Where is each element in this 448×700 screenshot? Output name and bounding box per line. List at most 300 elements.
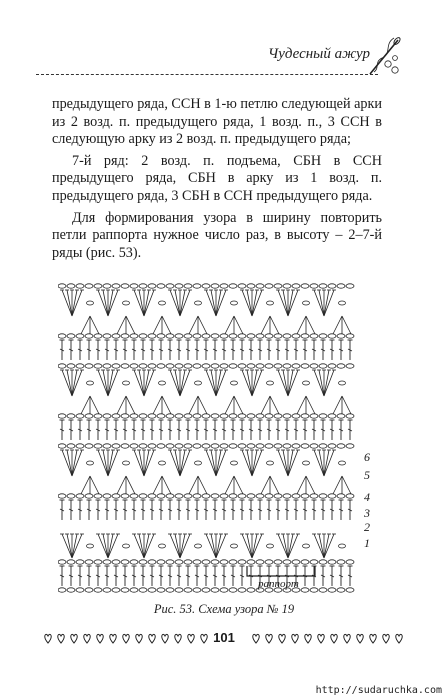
fan-stitch: [62, 450, 72, 476]
chain-stitch: [94, 414, 102, 418]
chain-stitch: [130, 284, 138, 288]
v-stitch: [189, 476, 198, 494]
fan-stitch: [108, 290, 113, 316]
chain-stitch: [211, 334, 219, 338]
chain-stitch: [310, 588, 318, 592]
fan-stitch: [72, 450, 77, 476]
chain-stitch: [301, 364, 309, 368]
chain-stitch: [202, 334, 210, 338]
border-ornament: [136, 634, 142, 643]
v-stitch: [342, 396, 351, 414]
border-ornament: [201, 634, 207, 643]
chain-stitch: [339, 381, 346, 385]
chain-stitch: [247, 414, 255, 418]
chain-stitch: [184, 364, 192, 368]
chain-stitch: [301, 494, 309, 498]
chain-stitch: [319, 444, 327, 448]
chain-stitch: [159, 301, 166, 305]
chain-stitch: [148, 364, 156, 368]
chain-stitch: [283, 444, 291, 448]
border-ornament: [253, 634, 259, 643]
v-stitch: [126, 316, 135, 334]
fan-stitch: [247, 370, 252, 396]
chain-stitch: [94, 494, 102, 498]
chain-stitch: [303, 381, 310, 385]
v-stitch: [225, 316, 234, 334]
chain-stitch: [157, 284, 165, 288]
chain-stitch: [85, 334, 93, 338]
fan-stitch: [108, 370, 118, 396]
fan-stitch: [180, 290, 185, 316]
fan-stitch: [278, 534, 288, 558]
chain-stitch: [346, 444, 354, 448]
border-ornament: [71, 634, 77, 643]
chain-stitch: [166, 494, 174, 498]
page-header: [0, 28, 448, 88]
fan-stitch: [216, 450, 221, 476]
chain-stitch: [157, 494, 165, 498]
chain-stitch: [157, 414, 165, 418]
chain-stitch: [256, 364, 264, 368]
chain-stitch: [247, 588, 255, 592]
chain-stitch: [328, 494, 336, 498]
chain-stitch: [166, 560, 174, 564]
chain-stitch: [184, 284, 192, 288]
chain-stitch: [319, 364, 327, 368]
row-number: 1: [364, 536, 370, 550]
fan-stitch: [180, 450, 190, 476]
header-divider: [36, 74, 378, 75]
chain-stitch: [103, 588, 111, 592]
chain-stitch: [85, 284, 93, 288]
chain-stitch: [346, 364, 354, 368]
fan-stitch: [175, 534, 180, 558]
chain-stitch: [195, 461, 202, 465]
chain-stitch: [247, 334, 255, 338]
chain-stitch: [112, 560, 120, 564]
chain-stitch: [337, 588, 345, 592]
v-stitch: [198, 396, 207, 414]
chain-stitch: [175, 444, 183, 448]
chain-stitch: [76, 494, 84, 498]
chain-stitch: [94, 560, 102, 564]
v-stitch: [90, 316, 99, 334]
fan-stitch: [288, 290, 298, 316]
chain-stitch: [303, 301, 310, 305]
rapport-bracket: [246, 566, 316, 578]
chain-stitch: [112, 588, 120, 592]
fan-stitch: [324, 534, 334, 558]
v-stitch: [90, 476, 99, 494]
fan-stitch: [242, 534, 252, 558]
fan-stitch: [288, 534, 293, 558]
v-stitch: [198, 316, 207, 334]
v-stitch: [81, 316, 90, 334]
border-ornament: [162, 634, 168, 643]
fan-stitch: [283, 450, 288, 476]
chain-stitch: [220, 560, 228, 564]
fan-stitch: [211, 534, 216, 558]
chain-stitch: [229, 414, 237, 418]
fan-stitch: [288, 450, 293, 476]
chain-stitch: [256, 334, 264, 338]
fan-stitch: [139, 534, 144, 558]
paragraph-row6: предыдущего ряда, ССН в 1-ю петлю следующей арки из 2 возд. п. предыдущего ряда, 1 возд. п., 3 ССН в следующую арку из 2 возд. п. предыдущего ряда;: [52, 96, 382, 148]
v-stitch: [234, 476, 243, 494]
chain-stitch: [310, 494, 318, 498]
chain-stitch: [175, 560, 183, 564]
chain-stitch: [283, 364, 291, 368]
chain-stitch: [58, 560, 66, 564]
border-ornament: [318, 634, 324, 643]
fan-stitch: [98, 450, 108, 476]
chain-stitch: [123, 544, 130, 548]
fan-stitch: [170, 450, 180, 476]
chain-stitch: [229, 284, 237, 288]
chain-stitch: [157, 334, 165, 338]
chain-stitch: [337, 284, 345, 288]
chain-stitch: [310, 334, 318, 338]
chain-stitch: [148, 494, 156, 498]
v-stitch: [189, 316, 198, 334]
chain-stitch: [85, 364, 93, 368]
v-stitch: [342, 476, 351, 494]
fan-stitch: [98, 534, 108, 558]
chain-stitch: [274, 284, 282, 288]
v-stitch: [261, 476, 270, 494]
chain-stitch: [337, 444, 345, 448]
chain-stitch: [346, 284, 354, 288]
chain-stitch: [184, 414, 192, 418]
chain-stitch: [274, 414, 282, 418]
chain-stitch: [193, 284, 201, 288]
fan-stitch: [144, 450, 149, 476]
border-ornament: [97, 634, 103, 643]
chain-stitch: [121, 364, 129, 368]
chain-stitch: [265, 364, 273, 368]
fan-stitch: [72, 534, 82, 558]
chain-stitch: [319, 284, 327, 288]
fan-stitch: [72, 534, 77, 558]
chain-stitch: [274, 444, 282, 448]
chain-stitch: [301, 284, 309, 288]
chain-stitch: [238, 414, 246, 418]
fan-stitch: [314, 290, 324, 316]
chain-stitch: [265, 334, 273, 338]
chain-stitch: [67, 560, 75, 564]
fan-stitch: [278, 450, 288, 476]
site-link[interactable]: http://sudaruchka.com: [315, 685, 442, 696]
chain-stitch: [193, 494, 201, 498]
chain-stitch: [328, 284, 336, 288]
chain-stitch: [193, 588, 201, 592]
chain-stitch: [121, 588, 129, 592]
fan-stitch: [144, 534, 149, 558]
chain-stitch: [103, 414, 111, 418]
chain-stitch: [166, 364, 174, 368]
border-ornament: [149, 634, 155, 643]
chain-stitch: [211, 414, 219, 418]
fan-stitch: [139, 370, 144, 396]
chain-stitch: [193, 444, 201, 448]
v-stitch: [306, 316, 315, 334]
fan-stitch: [324, 450, 334, 476]
fan-stitch: [180, 370, 190, 396]
chain-stitch: [346, 560, 354, 564]
chain-stitch: [202, 284, 210, 288]
fan-stitch: [314, 534, 324, 558]
chain-stitch: [103, 364, 111, 368]
chain-stitch: [76, 364, 84, 368]
fan-stitch: [288, 370, 298, 396]
fan-stitch: [247, 534, 252, 558]
v-stitch: [333, 476, 342, 494]
chain-stitch: [202, 414, 210, 418]
chain-stitch: [94, 364, 102, 368]
chain-stitch: [229, 588, 237, 592]
chain-stitch: [159, 544, 166, 548]
fan-stitch: [144, 534, 154, 558]
border-ornament: [58, 634, 64, 643]
fan-stitch: [62, 370, 72, 396]
row-number: 4: [364, 490, 370, 504]
chain-stitch: [76, 444, 84, 448]
chain-stitch: [301, 444, 309, 448]
chain-stitch: [58, 494, 66, 498]
fan-stitch: [252, 534, 257, 558]
v-stitch: [198, 476, 207, 494]
chain-stitch: [229, 494, 237, 498]
fan-stitch: [206, 450, 216, 476]
fan-stitch: [242, 370, 252, 396]
fan-stitch: [324, 290, 334, 316]
v-stitch: [90, 396, 99, 414]
fan-stitch: [98, 370, 108, 396]
chain-stitch: [112, 414, 120, 418]
fan-stitch: [216, 534, 221, 558]
v-stitch: [333, 316, 342, 334]
chain-stitch: [130, 414, 138, 418]
chain-stitch: [123, 381, 130, 385]
border-ornament: [266, 634, 272, 643]
chain-stitch: [337, 560, 345, 564]
chain-stitch: [166, 444, 174, 448]
chain-stitch: [58, 414, 66, 418]
fan-stitch: [144, 290, 154, 316]
chain-stitch: [310, 364, 318, 368]
chain-stitch: [130, 494, 138, 498]
fan-stitch: [211, 450, 216, 476]
chain-stitch: [267, 544, 274, 548]
row-number: 3: [364, 506, 370, 520]
fan-stitch: [206, 290, 216, 316]
chain-stitch: [94, 588, 102, 592]
fan-stitch: [134, 450, 144, 476]
chain-stitch: [256, 284, 264, 288]
chain-stitch: [274, 560, 282, 564]
needle-icon: [364, 34, 404, 78]
chain-stitch: [87, 544, 94, 548]
chain-stitch: [328, 444, 336, 448]
chain-stitch: [112, 364, 120, 368]
chain-stitch: [193, 560, 201, 564]
chain-stitch: [94, 284, 102, 288]
chain-stitch: [148, 444, 156, 448]
v-stitch: [189, 396, 198, 414]
chain-stitch: [193, 414, 201, 418]
v-stitch: [234, 316, 243, 334]
chain-stitch: [175, 588, 183, 592]
chain-stitch: [283, 414, 291, 418]
chain-stitch: [76, 560, 84, 564]
chain-stitch: [247, 494, 255, 498]
crochet-chart: [58, 282, 358, 594]
chain-stitch: [121, 444, 129, 448]
v-stitch: [81, 396, 90, 414]
instructions-text: [52, 96, 382, 262]
fan-stitch: [67, 450, 72, 476]
chain-stitch: [328, 560, 336, 564]
chain-stitch: [130, 588, 138, 592]
border-ornament: [110, 634, 116, 643]
chain-stitch: [67, 414, 75, 418]
fan-stitch: [242, 450, 252, 476]
fan-stitch: [216, 450, 226, 476]
fan-stitch: [170, 534, 180, 558]
fan-stitch: [180, 370, 185, 396]
border-ornament: [331, 634, 337, 643]
v-stitch: [126, 476, 135, 494]
chain-stitch: [85, 494, 93, 498]
chain-stitch: [346, 414, 354, 418]
chain-stitch: [292, 414, 300, 418]
chain-stitch: [112, 444, 120, 448]
chain-stitch: [195, 381, 202, 385]
chain-stitch: [139, 560, 147, 564]
chain-stitch: [139, 284, 147, 288]
v-stitch: [270, 316, 279, 334]
chain-stitch: [337, 364, 345, 368]
fan-stitch: [144, 290, 149, 316]
chain-stitch: [139, 494, 147, 498]
row-number: 2: [364, 520, 370, 534]
chain-stitch: [193, 334, 201, 338]
fan-stitch: [103, 290, 108, 316]
fan-stitch: [288, 534, 298, 558]
fan-stitch: [72, 370, 77, 396]
chain-stitch: [130, 444, 138, 448]
fan-stitch: [72, 290, 77, 316]
fan-stitch: [134, 290, 144, 316]
border-ornament: [292, 634, 298, 643]
chain-stitch: [211, 560, 219, 564]
chain-stitch: [319, 560, 327, 564]
chain-stitch: [87, 461, 94, 465]
fan-stitch: [108, 290, 118, 316]
chain-stitch: [220, 588, 228, 592]
fan-stitch: [283, 290, 288, 316]
border-ornament: [305, 634, 311, 643]
fan-stitch: [211, 290, 216, 316]
chain-stitch: [319, 588, 327, 592]
v-stitch: [162, 476, 171, 494]
chain-stitch: [58, 364, 66, 368]
chain-stitch: [319, 334, 327, 338]
v-stitch: [162, 396, 171, 414]
chain-stitch: [301, 334, 309, 338]
chain-stitch: [58, 444, 66, 448]
chain-stitch: [202, 588, 210, 592]
chain-stitch: [139, 364, 147, 368]
chain-stitch: [229, 444, 237, 448]
chain-stitch: [247, 364, 255, 368]
chain-stitch: [265, 560, 273, 564]
chain-stitch: [85, 414, 93, 418]
fan-stitch: [108, 370, 113, 396]
fan-stitch: [72, 370, 82, 396]
chain-stitch: [123, 301, 130, 305]
chain-stitch: [292, 444, 300, 448]
chain-stitch: [166, 588, 174, 592]
v-stitch: [117, 396, 126, 414]
chain-stitch: [166, 414, 174, 418]
chain-stitch: [301, 414, 309, 418]
chain-stitch: [267, 301, 274, 305]
chain-stitch: [229, 364, 237, 368]
fan-stitch: [324, 290, 329, 316]
chain-stitch: [58, 284, 66, 288]
chain-stitch: [121, 494, 129, 498]
chain-stitch: [283, 560, 291, 564]
chain-stitch: [76, 414, 84, 418]
chain-stitch: [112, 494, 120, 498]
chain-stitch: [121, 560, 129, 564]
v-stitch: [117, 476, 126, 494]
fan-stitch: [319, 370, 324, 396]
chain-stitch: [211, 588, 219, 592]
chain-stitch: [220, 284, 228, 288]
chain-stitch: [310, 414, 318, 418]
chain-stitch: [211, 284, 219, 288]
chain-stitch: [67, 494, 75, 498]
border-ornament: [84, 634, 90, 643]
chain-stitch: [139, 414, 147, 418]
chain-stitch: [211, 444, 219, 448]
v-stitch: [117, 316, 126, 334]
chain-stitch: [301, 588, 309, 592]
border-ornament: [357, 634, 363, 643]
fan-stitch: [206, 534, 216, 558]
fan-stitch: [319, 450, 324, 476]
fan-stitch: [247, 290, 252, 316]
running-title: Чудесный ажур: [267, 46, 370, 62]
chain-stitch: [148, 560, 156, 564]
fan-stitch: [134, 534, 144, 558]
chain-stitch: [175, 414, 183, 418]
chain-stitch: [256, 414, 264, 418]
chain-stitch: [274, 334, 282, 338]
fan-stitch: [252, 450, 262, 476]
chain-stitch: [148, 588, 156, 592]
v-stitch: [297, 476, 306, 494]
chain-stitch: [103, 334, 111, 338]
chain-stitch: [157, 588, 165, 592]
chain-stitch: [346, 494, 354, 498]
fan-stitch: [139, 290, 144, 316]
chain-stitch: [184, 560, 192, 564]
chain-stitch: [202, 560, 210, 564]
chain-stitch: [328, 334, 336, 338]
